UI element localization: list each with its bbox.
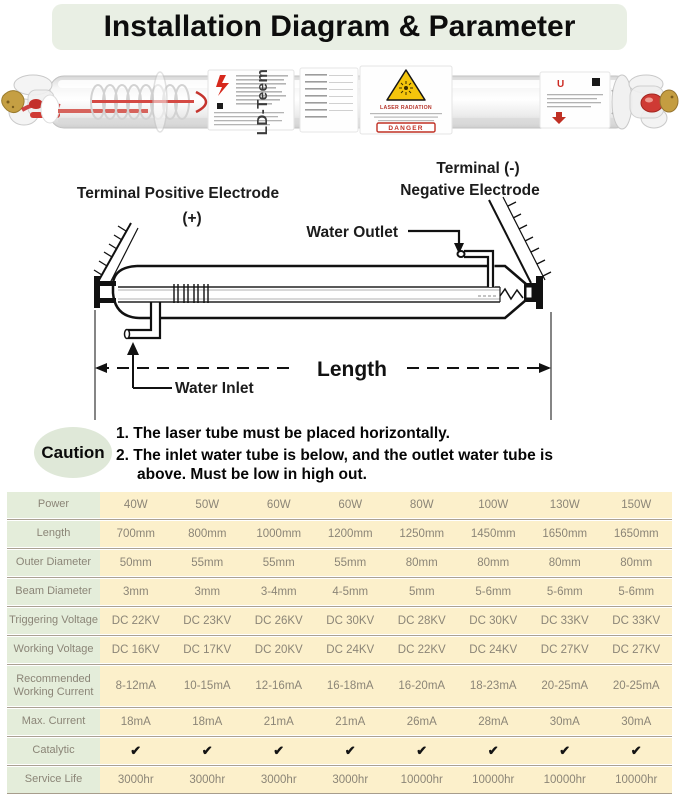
terminal-positive-label-1: Terminal Positive Electrode (76, 185, 280, 202)
laser-radiation-text: LASER RADIATION (380, 105, 432, 111)
table-cell: 1000mm (243, 521, 315, 547)
row-label: Max. Current (7, 709, 100, 735)
table-cell: 30mA (601, 709, 673, 735)
table-cell: 55mm (243, 550, 315, 576)
danger-text: DANGER (388, 125, 424, 132)
row-label: Recommended Working Current (7, 666, 100, 706)
table-cell: 26mA (386, 709, 458, 735)
table-cell: 20-25mA (529, 666, 601, 706)
terminal-positive-label-2: (+) (182, 210, 202, 227)
table-cell: 5mm (386, 579, 458, 605)
table-cell: 60W (243, 492, 315, 518)
table-cell: DC 30KV (315, 608, 387, 634)
water-outlet-pipe (458, 249, 495, 287)
table-cell: 18mA (172, 709, 244, 735)
row-label: Outer Diameter (7, 550, 100, 576)
checkmark-icon: ✔ (315, 738, 387, 764)
black-square-icon (217, 103, 223, 109)
table-cell: 8-12mA (100, 666, 172, 706)
table-row (7, 579, 672, 605)
table-cell: 10000hr (386, 767, 458, 793)
table-cell: DC 27KV (601, 637, 673, 663)
checkmark-icon: ✔ (100, 738, 172, 764)
glass-flange-ring (153, 72, 167, 132)
table-cell: 3000hr (100, 767, 172, 793)
table-cell: 5-6mm (458, 579, 530, 605)
page-title: Installation Diagram & Parameter (103, 10, 576, 43)
table-cell: 55mm (315, 550, 387, 576)
negative-terminal (524, 276, 543, 309)
table-cell: 80mm (458, 550, 530, 576)
water-outlet-label: Water Outlet (306, 224, 398, 241)
table-cell: 5-6mm (529, 579, 601, 605)
table-row (7, 767, 672, 793)
table-row (7, 608, 672, 634)
checkmark-icon: ✔ (172, 738, 244, 764)
table-cell: 1250mm (386, 521, 458, 547)
caution-note-2: 2. The inlet water tube is below, and the outlet water tube is above. Must be low in high out. (116, 447, 553, 484)
table-cell: 55mm (172, 550, 244, 576)
table-cell: 80W (386, 492, 458, 518)
table-cell: 10000hr (529, 767, 601, 793)
caution-notes (116, 424, 568, 488)
spring-zigzag (500, 289, 523, 299)
table-cell: 21mA (243, 709, 315, 735)
table-cell: DC 17KV (172, 637, 244, 663)
table-cell: DC 28KV (386, 608, 458, 634)
water-inlet-label: Water Inlet (175, 380, 254, 397)
table-cell: 3mm (172, 579, 244, 605)
table-cell: 130W (529, 492, 601, 518)
checkmark-icon: ✔ (458, 738, 530, 764)
table-cell: 3mm (100, 579, 172, 605)
water-inlet-pointer (127, 342, 172, 388)
inner-tube-lines (118, 287, 500, 302)
water-outlet-pointer (408, 231, 459, 245)
table-cell: 10000hr (458, 767, 530, 793)
terminal-negative-label-1: Terminal (-) (436, 160, 520, 177)
table-cell: 80mm (601, 550, 673, 576)
table-cell: 40W (100, 492, 172, 518)
row-label: Catalytic (7, 738, 100, 764)
table-cell: 1650mm (601, 521, 673, 547)
table-cell: 10-15mA (172, 666, 244, 706)
table-row (7, 709, 672, 735)
table-cell: DC 16KV (100, 637, 172, 663)
table-cell: DC 27KV (529, 637, 601, 663)
checkmark-icon: ✔ (386, 738, 458, 764)
black-square-icon (592, 78, 600, 86)
parameter-table (7, 492, 672, 794)
table-cell: DC 23KV (172, 608, 244, 634)
caution-note-1: 1. The laser tube must be placed horizontally. (116, 425, 450, 442)
table-cell: 800mm (172, 521, 244, 547)
table-cell: DC 24KV (458, 637, 530, 663)
installation-diagram-svg (0, 150, 679, 422)
table-cell: 10000hr (601, 767, 673, 793)
table-row (7, 521, 672, 547)
table-cell: 3000hr (172, 767, 244, 793)
anode-metal-tip (2, 91, 24, 113)
table-cell: 12-16mA (243, 666, 315, 706)
table-cell: DC 33KV (601, 608, 673, 634)
table-row (7, 492, 672, 518)
table-cell: 150W (601, 492, 673, 518)
table-cell: DC 24KV (315, 637, 387, 663)
cathode-metal-tip (660, 90, 678, 112)
page-title-band (52, 4, 627, 50)
table-cell: 3-4mm (243, 579, 315, 605)
table-cell: 18-23mA (458, 666, 530, 706)
laser-burst-icon (399, 81, 413, 95)
negative-electrode-lines (489, 197, 551, 283)
table-cell: 16-20mA (386, 666, 458, 706)
laser-tube-photo-svg (0, 60, 679, 148)
table-cell: 30mA (529, 709, 601, 735)
row-label: Service Life (7, 767, 100, 793)
table-cell: 18mA (100, 709, 172, 735)
table-cell: DC 26KV (243, 608, 315, 634)
table-cell: 3000hr (243, 767, 315, 793)
caution-badge: Caution (34, 427, 112, 478)
water-inlet-pipe (125, 302, 161, 339)
table-cell: 1200mm (315, 521, 387, 547)
table-cell: 3000hr (315, 767, 387, 793)
arrow-left-icon (95, 363, 107, 373)
tube-right-end (612, 75, 678, 129)
table-cell: 80mm (386, 550, 458, 576)
table-cell: DC 33KV (529, 608, 601, 634)
table-row (7, 637, 672, 663)
table-cell: 20-25mA (601, 666, 673, 706)
ceramic-ring (41, 95, 59, 123)
arrow-right-icon (539, 363, 551, 373)
table-cell: 80mm (529, 550, 601, 576)
arrow-up-icon (127, 342, 139, 355)
installation-diagram (0, 150, 679, 422)
table-cell: 16-18mA (315, 666, 387, 706)
table-cell: 21mA (315, 709, 387, 735)
table-cell: 4-5mm (315, 579, 387, 605)
table-cell: 50mm (100, 550, 172, 576)
spec-label-left (208, 70, 294, 130)
laser-warning-label (360, 66, 452, 134)
row-label: Power (7, 492, 100, 518)
table-row (7, 550, 672, 576)
table-cell: 60W (315, 492, 387, 518)
checkmark-icon: ✔ (529, 738, 601, 764)
terminal-negative-label-2: Negative Electrode (400, 182, 540, 199)
table-cell: 50W (172, 492, 244, 518)
tube-outline (113, 266, 526, 318)
red-core-wire (92, 100, 194, 103)
spec-label-middle (300, 68, 358, 132)
table-cell: 1450mm (458, 521, 530, 547)
table-cell: 700mm (100, 521, 172, 547)
brand-vertical-text: LD-Teem (254, 68, 271, 136)
checkmark-icon: ✔ (601, 738, 673, 764)
laser-tube-photo (0, 60, 679, 148)
table-cell: 28mA (458, 709, 530, 735)
row-label: Working Voltage (7, 637, 100, 663)
row-label: Length (7, 521, 100, 547)
checkmark-icon: ✔ (243, 738, 315, 764)
table-row (7, 738, 672, 764)
table-cell: 100W (458, 492, 530, 518)
table-cell: 1650mm (529, 521, 601, 547)
length-label: Length (317, 358, 387, 381)
spec-label-right (540, 72, 610, 128)
svg-text:U: U (557, 79, 565, 90)
table-row (7, 666, 672, 706)
table-cell: DC 22KV (386, 637, 458, 663)
table-cell: DC 30KV (458, 608, 530, 634)
row-label: Beam Diameter (7, 579, 100, 605)
row-label: Triggering Voltage (7, 608, 100, 634)
table-cell: DC 20KV (243, 637, 315, 663)
table-cell: 5-6mm (601, 579, 673, 605)
table-cell: DC 22KV (100, 608, 172, 634)
